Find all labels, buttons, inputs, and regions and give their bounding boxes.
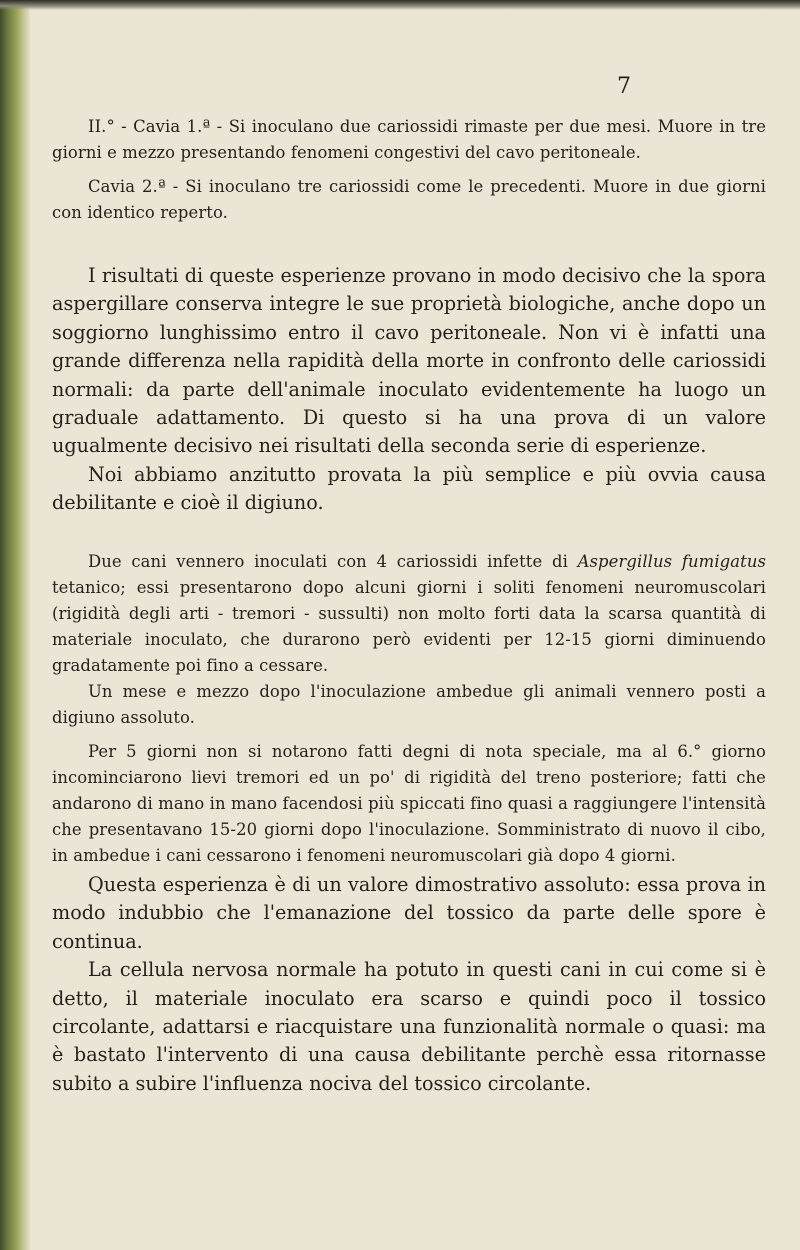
text-after-species: tetanico; essi presentarono dopo alcuni giorni i soliti fenomeni neuromuscolari (rigidità degli arti - tremori - sussulti) non molto forti data la scarsa quantità di materiale inoculato, che durarono però evidenti per 12-15 giorni diminuendo gradatamente poi fino a cessare.: [52, 578, 766, 675]
paragraph-cavia-1: II.° - Cavia 1.ª - Si inoculano due cariossidi rimaste per due mesi. Muore in tre giorni e mezzo presentando fenomeni congestivi del cavo peritoneale.: [52, 117, 766, 162]
paragraph-dogs-inoculated: [52, 549, 766, 679]
paragraph-conclusion-2: La cellula nervosa normale ha potuto in questi cani in cui come si è detto, il materiale inoculato era scarso e quindi poco il tossico circolante, adattarsi e riacquistare una funzionalità normale o quasi: ma è bastato l'intervento di una causa debilitante perchè essa ritornasse subito a subire l'influenza nociva del tossico circolante.: [52, 958, 766, 1095]
paragraph-results: I risultati di queste esperienze provano in modo decisivo che la spora aspergillare conserva integre le sue proprietà biologiche, anche dopo un soggiorno lunghissimo entro il cavo peritoneale. Non vi è infatti una grande differenza nella rapidità della morte in confronto delle cariossidi normali: da parte dell'animale inoculato evidentemente ha luogo un graduale adattamento. Di questo si ha una prova di un valore ugualmente decisivo nei risultati della seconda serie di esperienze.: [52, 264, 766, 458]
results-discussion-section: [52, 262, 766, 518]
paragraph-conclusion-1: Questa esperienza è di un valore dimostrativo assoluto: essa prova in modo indubbio che l'emanazione del tossico da parte delle spore è continua.: [52, 873, 766, 953]
page-number: 7: [617, 74, 631, 99]
paragraph-dogs-fasting: Un mese e mezzo dopo l'inoculazione ambedue gli animali vennero posti a digiuno assoluto.: [52, 682, 766, 727]
experiment-notes-section: [52, 114, 766, 226]
conclusion-section: [52, 871, 766, 1098]
page-top-shadow: [0, 0, 800, 10]
dogs-experiment-section: [52, 549, 766, 869]
paragraph-cavia-2: Cavia 2.ª - Si inoculano tre cariossidi come le precedenti. Muore in due giorni con identico reperto.: [52, 177, 766, 222]
book-binding-edge: [0, 0, 30, 1250]
species-name: Aspergillus fumigatus: [577, 552, 766, 571]
text-before-species: Due cani vennero inoculati con 4 cariossidi infette di: [88, 552, 578, 571]
paragraph-fasting: Noi abbiamo anzitutto provata la più semplice e più ovvia causa debilitante e cioè il digiuno.: [52, 462, 766, 515]
paragraph-dogs-symptoms: Per 5 giorni non si notarono fatti degni di nota speciale, ma al 6.° giorno incominciarono lievi tremori ed un po' di rigidità del treno posteriore; fatti che andarono di mano in mano facendosi più spiccati fino quasi a raggiungere l'intensità che presentavano 15-20 giorni dopo l'inoculazione. Somministrato di nuovo il cibo, in ambedue i cani cessarono i fenomeni neuromuscolari già dopo 4 giorni.: [52, 742, 766, 865]
